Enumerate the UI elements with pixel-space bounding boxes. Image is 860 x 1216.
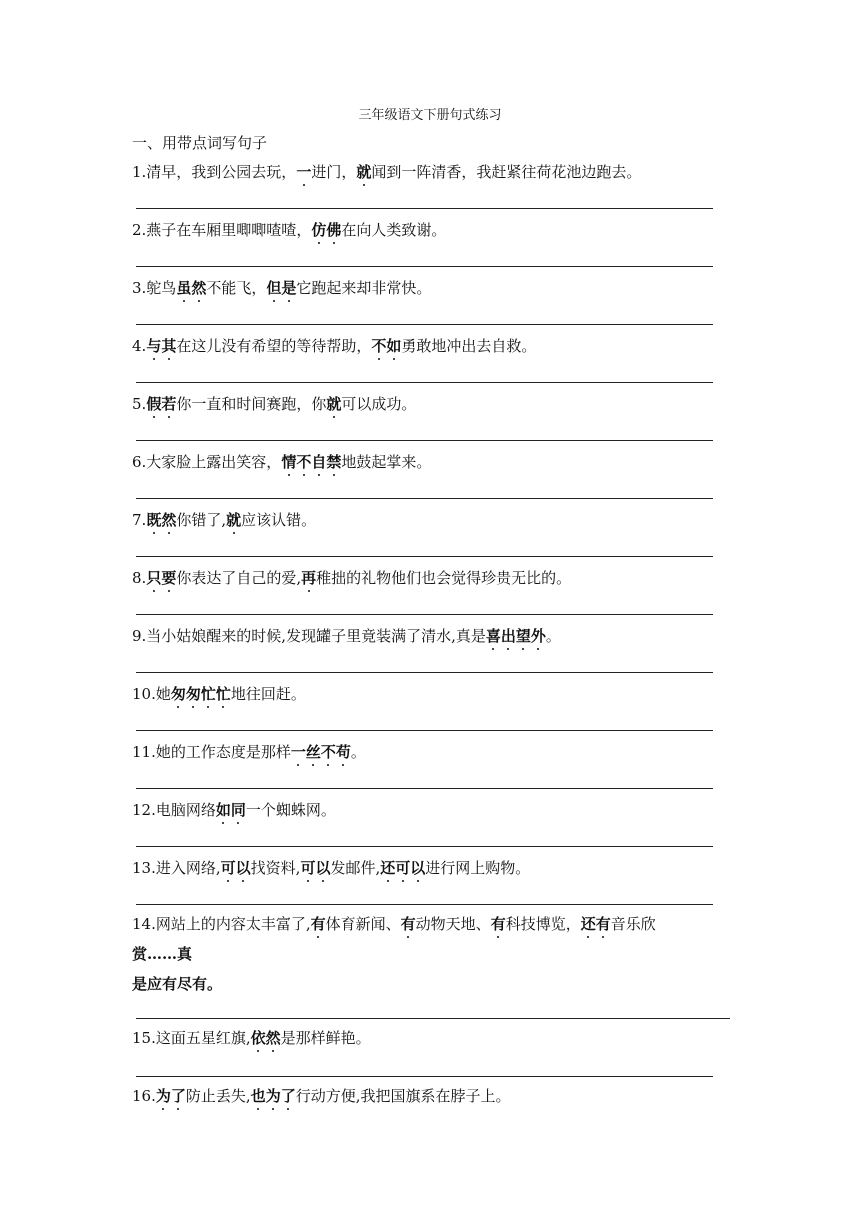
emphasized-word: 再 bbox=[301, 569, 317, 587]
emphasized-word: 但是 bbox=[266, 279, 297, 297]
exercise-item-10 bbox=[132, 684, 306, 704]
emphasized-word: 不如 bbox=[371, 337, 402, 355]
answer-line[interactable] bbox=[136, 672, 713, 673]
sentence-text: 2.燕子在车厢里唧唧喳喳， bbox=[132, 221, 312, 239]
exercise-item-7 bbox=[132, 510, 316, 530]
sentence-text: 16. bbox=[132, 1087, 156, 1105]
sentence-text: 体育新闻、 bbox=[325, 915, 401, 933]
emphasized-word: 只要 bbox=[146, 569, 177, 587]
answer-line[interactable] bbox=[136, 730, 713, 731]
sentence-text: 15.这面五星红旗, bbox=[132, 1029, 251, 1047]
emphasized-word: 与其 bbox=[146, 337, 177, 355]
exercise-item-6 bbox=[132, 452, 431, 472]
sentence-text: 13.进入网络, bbox=[132, 859, 221, 877]
exercise-item-12 bbox=[132, 800, 336, 820]
sentence-text: 不能飞， bbox=[206, 279, 267, 297]
exercise-item-16 bbox=[132, 1086, 511, 1106]
answer-line[interactable] bbox=[136, 382, 713, 383]
sentence-text: 12.电脑网络 bbox=[132, 801, 216, 819]
emphasized-word: 就 bbox=[226, 511, 242, 529]
item-14-ending: 是应有尽有。 bbox=[132, 975, 223, 993]
answer-line[interactable] bbox=[136, 614, 713, 615]
sentence-text: 。 bbox=[350, 743, 366, 761]
sentence-text: 动物天地、 bbox=[415, 915, 491, 933]
exercise-item-11 bbox=[132, 742, 366, 762]
sentence-text: 7. bbox=[132, 511, 147, 529]
emphasized-word: 情不自禁 bbox=[281, 453, 342, 471]
answer-line[interactable] bbox=[136, 904, 713, 905]
emphasized-word: 可以 bbox=[300, 859, 331, 877]
sentence-text: 14.网站上的内容太丰富了, bbox=[132, 915, 311, 933]
answer-line[interactable] bbox=[136, 266, 713, 267]
item-14-continuation: 赏……真 bbox=[132, 945, 193, 963]
emphasized-word: 还有 bbox=[580, 915, 611, 933]
emphasized-word: 就 bbox=[326, 395, 342, 413]
exercise-item-4 bbox=[132, 336, 536, 356]
sentence-text: 可以成功。 bbox=[341, 395, 417, 413]
sentence-text: 发邮件, bbox=[330, 859, 381, 877]
answer-line[interactable] bbox=[136, 440, 713, 441]
sentence-text: 科技博览， bbox=[505, 915, 581, 933]
emphasized-word: 匆匆忙忙 bbox=[170, 685, 231, 703]
section-heading: 一、用带点词写句子 bbox=[132, 134, 268, 152]
emphasized-word: 还可以 bbox=[380, 859, 426, 877]
sentence-text: 行动方便,我把国旗系在脖子上。 bbox=[295, 1087, 511, 1105]
answer-line[interactable] bbox=[136, 788, 713, 789]
sentence-text: 音乐欣 bbox=[610, 915, 656, 933]
exercise-item-1 bbox=[132, 162, 641, 182]
sentence-text: 勇敢地冲出去自救。 bbox=[401, 337, 537, 355]
emphasized-word: 如同 bbox=[215, 801, 246, 819]
exercise-item-2 bbox=[132, 220, 446, 240]
sentence-text: 1.清早，我到公园去玩， bbox=[132, 163, 297, 181]
emphasized-word: 也为了 bbox=[250, 1087, 296, 1105]
page-title: 三年级语文下册句式练习 bbox=[358, 108, 502, 123]
emphasized-word: 一 bbox=[296, 163, 312, 181]
sentence-text: 6.大家脸上露出笑容， bbox=[132, 453, 282, 471]
exercise-item-8 bbox=[132, 568, 571, 588]
sentence-text: 8. bbox=[132, 569, 147, 587]
emphasized-word: 一丝不苟 bbox=[290, 743, 351, 761]
sentence-text: 防止丢失, bbox=[185, 1087, 251, 1105]
answer-line[interactable] bbox=[136, 846, 713, 847]
sentence-text: 稚拙的礼物他们也会觉得珍贵无比的。 bbox=[316, 569, 572, 587]
sentence-text: 你一直和时间赛跑，你 bbox=[176, 395, 327, 413]
emphasized-word: 喜出望外 bbox=[485, 627, 546, 645]
emphasized-word: 有 bbox=[490, 915, 506, 933]
sentence-text: 一个蜘蛛网。 bbox=[245, 801, 336, 819]
sentence-text: 是那样鲜艳。 bbox=[280, 1029, 371, 1047]
sentence-text: 闻到一阵清香，我赶紧往荷花池边跑去。 bbox=[371, 163, 642, 181]
sentence-text: 在向人类致谢。 bbox=[341, 221, 447, 239]
emphasized-word: 仿佛 bbox=[311, 221, 342, 239]
emphasized-word: 虽然 bbox=[176, 279, 207, 297]
answer-line[interactable] bbox=[136, 1076, 713, 1077]
exercise-item-9 bbox=[132, 626, 561, 646]
sentence-text: 在这儿没有希望的等待帮助， bbox=[176, 337, 372, 355]
sentence-text: 10.她 bbox=[132, 685, 171, 703]
sentence-text: 地往回赶。 bbox=[230, 685, 306, 703]
sentence-text: 。 bbox=[545, 627, 561, 645]
answer-line[interactable] bbox=[136, 324, 713, 325]
exercise-item-3 bbox=[132, 278, 431, 298]
sentence-text: 4. bbox=[132, 337, 147, 355]
emphasized-word: 就 bbox=[356, 163, 372, 181]
sentence-text: 找资料, bbox=[250, 859, 301, 877]
exercise-item-15 bbox=[132, 1028, 371, 1048]
emphasized-word: 假若 bbox=[146, 395, 177, 413]
emphasized-word: 可以 bbox=[220, 859, 251, 877]
exercise-item-14 bbox=[132, 914, 656, 934]
emphasized-word: 有 bbox=[400, 915, 416, 933]
sentence-text: 你表达了自己的爱, bbox=[176, 569, 302, 587]
sentence-text: 11.她的工作态度是那样 bbox=[132, 743, 291, 761]
answer-line[interactable] bbox=[136, 556, 713, 557]
sentence-text: 3.鸵鸟 bbox=[132, 279, 177, 297]
answer-line[interactable] bbox=[136, 1018, 730, 1019]
answer-line[interactable] bbox=[136, 498, 713, 499]
sentence-text: 进行网上购物。 bbox=[425, 859, 531, 877]
exercise-item-5 bbox=[132, 394, 416, 414]
emphasized-word: 有 bbox=[310, 915, 326, 933]
exercise-item-13 bbox=[132, 858, 530, 878]
emphasized-word: 既然 bbox=[146, 511, 177, 529]
sentence-text: 进门， bbox=[311, 163, 357, 181]
emphasized-word: 依然 bbox=[250, 1029, 281, 1047]
sentence-text: 它跑起来却非常快。 bbox=[296, 279, 432, 297]
sentence-text: 地鼓起掌来。 bbox=[341, 453, 432, 471]
sentence-text: 应该认错。 bbox=[241, 511, 317, 529]
answer-line[interactable] bbox=[136, 208, 713, 209]
sentence-text: 9.当小姑娘醒来的时候,发现罐子里竟装满了清水,真是 bbox=[132, 627, 486, 645]
sentence-text: 5. bbox=[132, 395, 147, 413]
sentence-text: 你错了, bbox=[176, 511, 227, 529]
emphasized-word: 为了 bbox=[155, 1087, 186, 1105]
